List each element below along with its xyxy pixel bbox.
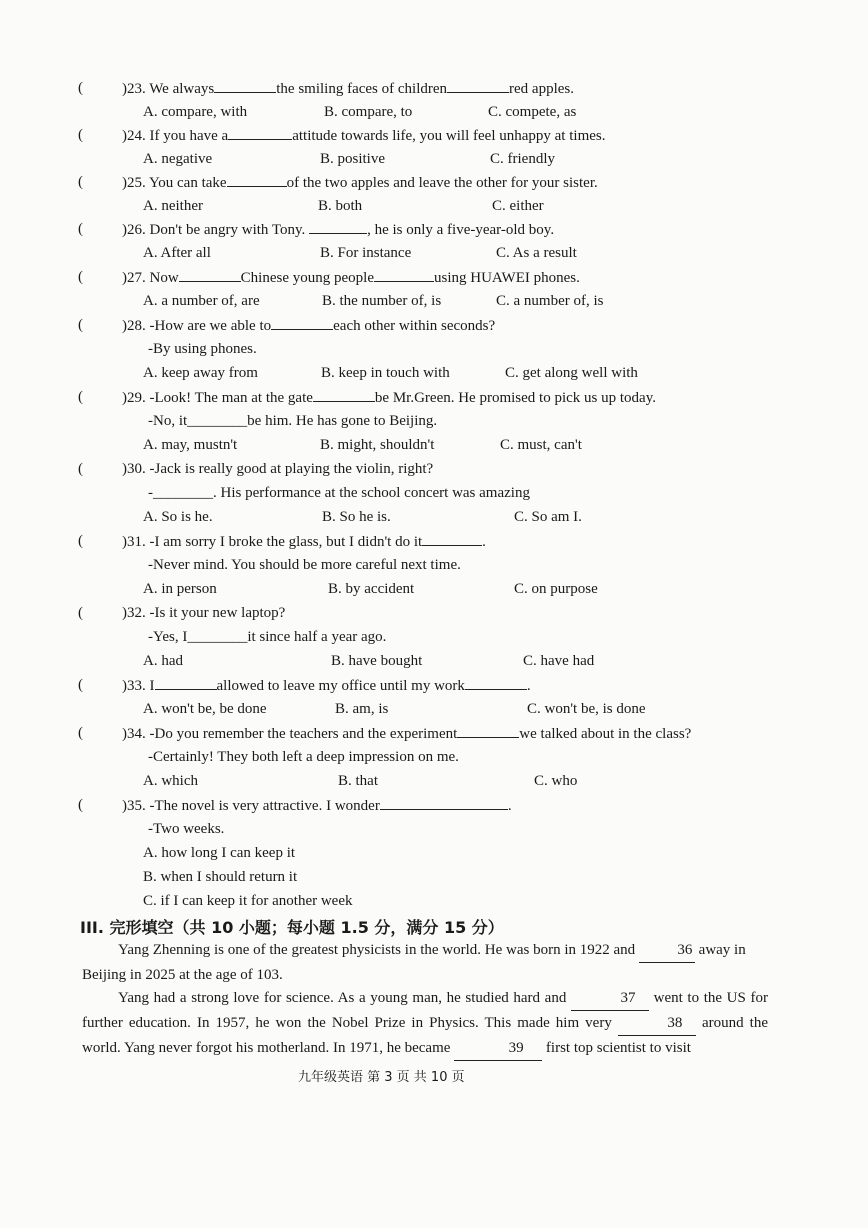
stem-text: each other within seconds? [333, 318, 496, 334]
option-c: C. friendly [490, 151, 555, 167]
dialog-reply: -Yes, I________it since half a year ago. [148, 629, 387, 645]
stem-text: -The novel is very attractive. I wonder [145, 798, 380, 814]
option-c: C. won't be, is done [527, 701, 646, 717]
dialog-reply: -Never mind. You should be more careful next time. [148, 557, 461, 573]
question-number: )33. [122, 678, 146, 694]
blank [155, 677, 217, 690]
question-35 [122, 797, 512, 815]
blank [179, 269, 241, 282]
cloze-blank-36: 36 [639, 938, 695, 963]
question-number: )35. [122, 798, 146, 814]
question-number: )24. [122, 128, 146, 144]
option-a: A. in person [143, 581, 217, 597]
question-number: )27. [122, 270, 146, 286]
question-number: )34. [122, 726, 146, 742]
stem-text: . [482, 534, 486, 550]
question-number: )25. [122, 175, 146, 191]
option-b: B. that [338, 773, 378, 789]
option-c: C. So am I. [514, 509, 582, 525]
blank [309, 221, 367, 234]
passage-text: went to the US for further education. In 1957, he won the Nobel Prize in Physics. This made him very [82, 990, 768, 1031]
passage-text: away in Beijing in 2025 at the age of 103. [82, 942, 746, 983]
answer-paren: ( [78, 677, 83, 693]
dialog-reply: -________. His performance at the school concert was amazing [148, 485, 530, 501]
option-a: A. After all [143, 245, 211, 261]
question-33 [122, 677, 531, 695]
stem-text: Don't be angry with Tony. [145, 222, 310, 238]
stem-text: -I am sorry I broke the glass, but I didn't do it [145, 534, 423, 550]
option-c: C. As a result [496, 245, 577, 261]
answer-paren: ( [78, 317, 83, 333]
option-a: A. So is he. [143, 509, 213, 525]
question-34 [122, 725, 691, 743]
question-31 [122, 533, 486, 551]
question-number: )23. [122, 81, 146, 97]
option-c: C. a number of, is [496, 293, 604, 309]
stem-text: -Do you remember the teachers and the experiment [145, 726, 458, 742]
answer-paren: ( [78, 221, 83, 237]
passage-text: around the world. Yang never forgot his motherland. In 1971, he became [82, 1015, 769, 1056]
answer-paren: ( [78, 174, 83, 190]
option-a: A. keep away from [143, 365, 258, 381]
option-a: A. neither [143, 198, 203, 214]
answer-paren: ( [78, 605, 83, 621]
stem-text: I [145, 678, 155, 694]
passage-text: first top scientist to visit [545, 1040, 691, 1056]
question-number: )31. [122, 534, 146, 550]
question-27 [122, 269, 580, 287]
question-number: )29. [122, 390, 146, 406]
stem-text: Chinese young people [240, 270, 374, 286]
stem-text: If you have a [145, 128, 229, 144]
cloze-blank-38: 38 [618, 1011, 696, 1036]
answer-paren: ( [78, 797, 83, 813]
stem-text: red apples. [509, 81, 575, 97]
option-a: A. which [143, 773, 198, 789]
answer-paren: ( [78, 80, 83, 96]
option-c: C. who [534, 773, 578, 789]
stem-text: . [507, 798, 512, 814]
question-number: )26. [122, 222, 146, 238]
option-b: B. positive [320, 151, 386, 167]
blank [374, 269, 434, 282]
option-b: B. compare, to [324, 104, 413, 120]
answer-paren: ( [78, 127, 83, 143]
blank [465, 677, 527, 690]
answer-paren: ( [78, 269, 83, 285]
blank [271, 317, 333, 330]
stem-text: -Look! The man at the gate [145, 390, 313, 406]
blank [457, 725, 519, 738]
stem-text: allowed to leave my office until my work [216, 678, 465, 694]
option-a: A. may, mustn't [143, 437, 238, 453]
option-b: B. keep in touch with [321, 365, 450, 381]
stem-text: we talked about in the class? [519, 726, 692, 742]
stem-text: be Mr.Green. He promised to pick us up today. [374, 390, 656, 406]
question-number: )28. [122, 318, 146, 334]
option-c: C. compete, as [488, 104, 577, 120]
passage-paragraph-1 [82, 938, 768, 987]
stem-text: attitude towards life, you will feel unhappy at times. [292, 128, 606, 144]
answer-paren: ( [78, 725, 83, 741]
option-b: B. when I should return it [143, 869, 298, 885]
option-b: B. For instance [320, 245, 412, 261]
option-c: C. on purpose [514, 581, 598, 597]
stem-text: -How are we able to [145, 318, 272, 334]
answer-paren: ( [78, 389, 83, 405]
stem-text: using HUAWEI phones. [433, 270, 580, 286]
page-footer: 九年级英语 第 3 页 共 10 页 [298, 1070, 465, 1085]
blank [228, 127, 292, 140]
passage-text: Yang had a strong love for science. As a young man, he studied hard and [118, 990, 567, 1006]
option-b: B. the number of, is [322, 293, 442, 309]
blank [214, 80, 276, 93]
question-25 [122, 174, 598, 192]
option-a: A. won't be, be done [143, 701, 267, 717]
option-b: B. might, shouldn't [320, 437, 435, 453]
stem-text: , he is only a five-year-old boy. [367, 222, 555, 238]
question-29 [122, 389, 656, 407]
option-b: B. So he is. [322, 509, 391, 525]
option-a: A. compare, with [143, 104, 248, 120]
answer-paren: ( [78, 533, 83, 549]
dialog-reply: -Certainly! They both left a deep impression on me. [148, 749, 459, 765]
blank [380, 797, 508, 810]
question-32 [122, 605, 285, 622]
option-b: B. by accident [328, 581, 415, 597]
question-28 [122, 317, 495, 335]
blank [447, 80, 509, 93]
option-a: A. had [143, 653, 183, 669]
stem-text: the smiling faces of children [276, 81, 448, 97]
question-number: )30. [122, 461, 146, 477]
stem-text: of the two apples and leave the other for your sister. [286, 175, 598, 191]
question-30 [122, 461, 433, 478]
passage-paragraph-2 [82, 986, 768, 1061]
option-c: C. either [492, 198, 544, 214]
question-24 [122, 127, 605, 145]
stem-text: -Jack is really good at playing the violin, right? [145, 461, 434, 477]
stem-text: Now [145, 270, 179, 286]
blank [422, 533, 482, 546]
blank [227, 174, 287, 187]
option-a: A. negative [143, 151, 213, 167]
cloze-blank-39: 39 [454, 1036, 542, 1061]
dialog-reply: -Two weeks. [148, 821, 225, 837]
stem-text: We always [145, 81, 215, 97]
section-title: III. 完形填空（共 10 小题；每小题 1.5 分，满分 15 分） [80, 918, 504, 937]
answer-paren: ( [78, 461, 83, 477]
option-a: A. a number of, are [143, 293, 260, 309]
option-b: B. have bought [331, 653, 423, 669]
passage-text: Yang Zhenning is one of the greatest physicists in the world. He was born in 1922 and [118, 942, 636, 958]
option-b: B. both [318, 198, 363, 214]
option-b: B. am, is [335, 701, 389, 717]
cloze-blank-37: 37 [571, 986, 649, 1011]
question-26 [122, 221, 554, 239]
option-c: C. if I can keep it for another week [143, 893, 353, 909]
dialog-reply: -By using phones. [148, 341, 257, 357]
stem-text: . [526, 678, 531, 694]
stem-text: You can take [145, 175, 227, 191]
question-number: )32. [122, 605, 146, 621]
option-c: C. get along well with [505, 365, 638, 381]
option-c: C. have had [523, 653, 595, 669]
blank [313, 389, 375, 402]
option-c: C. must, can't [500, 437, 582, 453]
option-a: A. how long I can keep it [143, 845, 296, 861]
dialog-reply: -No, it________be him. He has gone to Beijing. [148, 413, 438, 429]
stem-text: -Is it your new laptop? [145, 605, 286, 621]
question-23 [122, 80, 574, 98]
